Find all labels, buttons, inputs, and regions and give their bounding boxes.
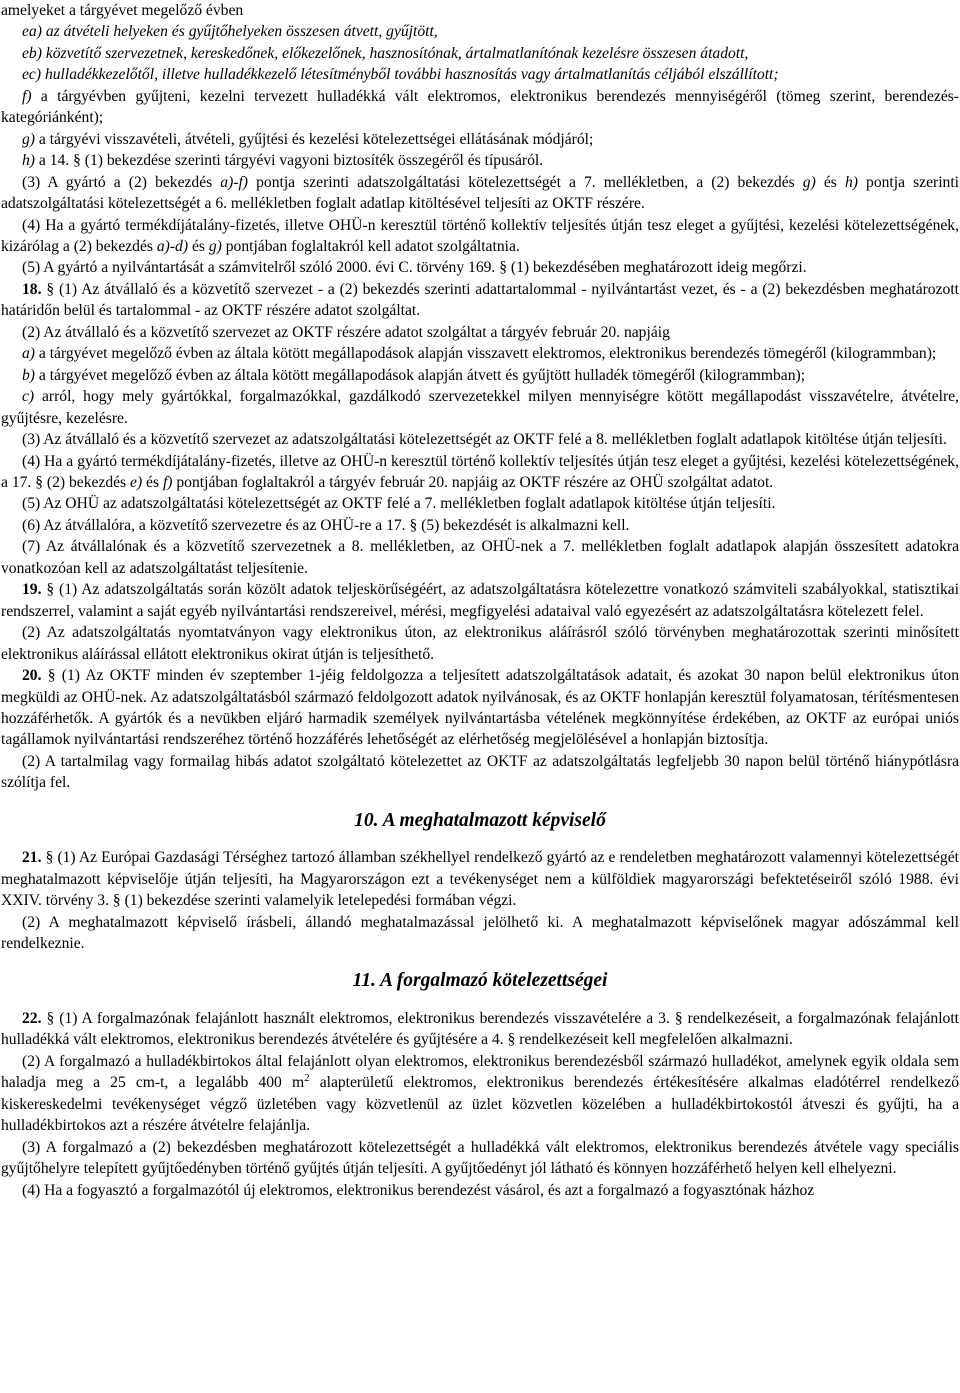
section-18-2b (1, 365, 959, 386)
item-ea (1, 21, 959, 42)
item-lead: h) (22, 152, 35, 170)
section-number: 20. (22, 667, 42, 685)
section-18-4 (1, 451, 959, 494)
text-run: és (815, 173, 845, 191)
text-run: pontja szerinti adatszolgáltatási kötelezettségét a 6. mellékletben foglalt adatlap kitöltésével teljesíti az OKTF részére. (1, 173, 959, 213)
intro-text: amelyeket a tárgyévet megelőző évben (1, 2, 244, 19)
item-text: a tárgyévi visszavételi, átvételi, gyűjtési és kezelési kötelezettségei ellátásának módjáról; (35, 130, 594, 148)
section-22-1 (1, 1008, 959, 1051)
section-21-2: (2) A meghatalmazott képviselő írásbeli, állandó meghatalmazással jelölhető ki. A meghatalmazott képviselőnek magyar adószámmal kell rendelkeznie. (1, 913, 959, 953)
section-number: 21. (22, 849, 42, 867)
item-text: a tárgyévet megelőző évben az általa kötött megállapodások alapján visszavett elektromos, elektronikus berendezés tömegéről (kilogrammban); (35, 345, 937, 363)
paragraph-intro (1, 0, 959, 21)
section-18-5: (5) Az OHÜ az adatszolgáltatási kötelezettségét az OKTF felé a 7. mellékletben foglalt adatlapok kitöltése útján teljesíti. (22, 495, 776, 513)
item-lead: eb) (22, 44, 42, 62)
paragraph-17-5: (5) A gyártó a nyilvántartását a számvitelről szóló 2000. évi C. törvény 169. § (1) bekezdésében meghatározott ideig megőrzi. (22, 259, 807, 277)
section-22-3: (3) A forgalmazó a (2) bekezdésben meghatározott kötelezettségét a hulladékká vált elektromos, elektronikus berendezés átvétele vagy speciális gyűjtőhelyre telepített gyűjtőedényben történő gyűjtés útján teljesíti. A gyűjtőedényt jól látható és könnyen hozzáférhető helyen kell elhelyezni. (1, 1138, 959, 1178)
section-number: 22. (22, 1009, 42, 1027)
spacer (1, 954, 959, 970)
item-text: hulladékkezelőtől, illetve hulladékkezelő létesítményből további hasznosítás vagy ártalmatlanítás céljából elszállított; (41, 66, 779, 84)
item-text: a tárgyévet megelőző évben az általa kötött megállapodások alapján átvett és gyűjtött hulladék tömegéről (kilogrammban); (35, 366, 806, 384)
spacer (1, 992, 959, 1008)
item-g (1, 129, 959, 150)
item-lead: g) (22, 130, 35, 148)
item-ec (1, 64, 959, 85)
text-run: (3) A gyártó a (2) bekezdés (22, 173, 221, 191)
item-lead: ea) (22, 23, 42, 41)
section-text: § (1) Az átvállaló és a közvetítő szervezet - a (2) bekezdés szerinti adattartalommal - nyilvántartást vezet, és - a (2) bekezdésben meghatározott határidőn belül és tartalommal - az OKTF részére adatot szolgáltat. (1, 280, 959, 320)
item-lead: f) (22, 87, 32, 105)
text-run: és (188, 237, 209, 255)
text-run: és (142, 473, 163, 491)
text-run: pontjában foglaltakról a tárgyév február 20. napjáig az OKTF részére az OHÜ szolgáltat adatot. (172, 473, 774, 491)
text-run: (4) Ha a gyártó termékdíjátalány-fizetés, illetve OHÜ-n keresztül történő kollektív teljesítés útján tesz eleget a gyűjtési, kezelési kötelezettségének, kizárólag a (2) bekezdés (1, 216, 959, 255)
section-19-1 (1, 579, 959, 622)
spacer (1, 831, 959, 847)
section-18-2c (1, 386, 959, 429)
text-run: pontja szerinti adatszolgáltatási kötelezettségét a 7. mellékletben, a (2) bekezdés (248, 173, 803, 191)
text-run: g) (208, 237, 222, 255)
section-text: § (1) A forgalmazónak felajánlott használt elektromos, elektronikus berendezés visszavételére a 3. § rendelkezéseit, a forgalmazónak felajánlott hulladékká vált elektromos, elektronikus berendezés átvételére és gyűjtésére a 4. § rendelkezéseit kell megfelelően alkalmazni. (1, 1009, 959, 1049)
section-text: § (1) Az OKTF minden év szeptember 1-jéig feldolgozza a teljesített adatszolgáltatások adatait, és azokat 30 napon belül elektronikus úton megküldi az OHÜ-nek. Az adatszolgáltatásból származó feldolgozott adatok nyilvánosak, és az OKTF honlapján keresztül folyamatosan, térítésmentesen hozzáférhetők. A gyártók és a nevükben eljáró harmadik személyek nyilvántartásba vételének megkönnyítése érdekében, az OKTF az európai uniós tagállamok nyilvántartási rendszeréhez történő hozzáférés lehetőségét az elérhetőség megjelölésével a honlapján biztosítja. (1, 667, 959, 749)
text-run: pontjában foglaltakról kell adatot szolgáltatnia. (221, 237, 520, 255)
item-h (1, 150, 959, 171)
section-number: 19. (22, 581, 42, 599)
section-21-1 (1, 847, 959, 911)
text-run: (2) A forgalmazó a hulladékbirtokos által felajánlott olyan elektromos, elektronikus berendezésből származó hulladékot, amelynek egyik oldala sem haladja meg a 25 cm-t, a legalább 400 m (1, 1052, 959, 1092)
item-f (1, 86, 959, 129)
text-run: (4) Ha a gyártó termékdíjátalány-fizetés, illetve az OHÜ-n keresztül történő kollektív teljesítés útján tesz eleget a gyűjtési, kezelési kötelezettségének, a 17. § (2) bekezdés (1, 452, 959, 491)
paragraph-17-4 (1, 215, 959, 258)
section-18-1 (1, 279, 959, 322)
section-18-2: (2) Az átvállaló és a közvetítő szervezet az OKTF részére adatot szolgáltat a tárgyév február 20. napjáig (22, 323, 670, 341)
section-number: 18. (22, 280, 42, 298)
text-run: g) (802, 173, 816, 191)
item-eb (1, 43, 959, 64)
text-run: alapterületű elektromos, elektronikus berendezés értékesítésére alkalmas eladótérrel rendelkező kiskereskedelmi tevékenységet végző üzletében vagy közvetlenül az üzlet közvetlen közelében a hulladékbirtokostól átveszi és gyűjti, ha a hulladékbirtokos azt a részére átvételre felajánlja. (1, 1074, 959, 1135)
item-lead: b) (22, 366, 35, 384)
chapter-heading-10: 10. A meghatalmazott képviselő (354, 809, 606, 831)
text-run: f) (162, 473, 173, 491)
item-text: közvetítő szervezetnek, kereskedőnek, előkezelőnek, hasznosítónak, ártalmatlanítónak kezelésre összesen átadott, (41, 44, 749, 62)
section-text: § (1) Az adatszolgáltatás során közölt adatok teljeskörűségéért, az adatszolgáltatásra kötelezettre vonatkozó számviteli szabályokkal, statisztikai rendszerrel, valamint a saját egyéb nyilvántartási rendszereivel, mérési, megfigyelési adataival való egyezésért az adatszolgáltatásra kötelezett felel. (1, 581, 959, 620)
section-20-2: (2) A tartalmilag vagy formailag hibás adatot szolgáltató kötelezettet az OKTF az adatszolgáltatás legfeljebb 30 napon belül történő hiánypótlásra szólítja fel. (1, 752, 959, 792)
item-text: a tárgyévben gyűjteni, kezelni tervezett hulladékká vált elektromos, elektronikus berendezés mennyiségéről (tömeg szerint, berendezés-kategóriánként); (1, 87, 959, 127)
item-text: arról, hogy mely gyártókkal, forgalmazókkal, gazdálkodó szervezetekkel milyen mennyiségre kötött megállapodást visszavételre, átvételre, gyűjtésre, kezelésre. (1, 388, 959, 427)
text-run: a)-d) (156, 237, 189, 255)
text-run: a)-f) (220, 173, 249, 191)
spacer (1, 794, 959, 810)
superscript: 2 (304, 1072, 310, 1085)
section-20-1 (1, 665, 959, 751)
section-18-3: (3) Az átvállaló és a közvetítő szervezet az adatszolgáltatási kötelezettségét az OKTF felé a 8. mellékletben foglalt adatlapok kitöltése útján teljesíti. (22, 431, 947, 449)
chapter-heading-11: 11. A forgalmazó kötelezettségei (352, 970, 608, 992)
item-lead: a) (22, 345, 35, 363)
item-lead: ec) (22, 66, 42, 84)
section-text: § (1) Az Európai Gazdasági Térséghez tartozó államban székhellyel rendelkező gyártó az e rendeletben meghatározott valamennyi kötelezettségét meghatalmazott képviselője útján teljesíti, ha Magyarországon ezt a tevékenységet nem a külföldiek magyarországi befektetéseiről szóló 1988. évi XXIV. törvény 3. § (1) bekezdése szerinti valamelyik letelepedési formában végzi. (1, 849, 959, 910)
section-19-2: (2) Az adatszolgáltatás nyomtatványon vagy elektronikus úton, az elektronikus aláírásról szóló törvényben meghatározottak szerinti minősített elektronikus aláírással ellátott elektronikus okirat útján is teljesíthető. (1, 624, 959, 663)
section-18-6: (6) Az átvállalóra, a közvetítő szervezetre és az OHÜ-re a 17. § (5) bekezdését is alkalmazni kell. (22, 516, 630, 534)
item-lead: c) (22, 388, 35, 406)
section-18-2a (1, 343, 959, 364)
item-text: az átvételi helyeken és gyűjtőhelyeken összesen átvett, gyűjtött, (41, 23, 438, 41)
text-run: e) (130, 473, 143, 491)
section-22-2 (1, 1051, 959, 1137)
item-text: a 14. § (1) bekezdése szerinti tárgyévi vagyoni biztosíték összegéről és típusáról. (35, 152, 544, 170)
section-18-7: (7) Az átvállalónak és a közvetítő szervezetnek a 8. mellékletben, az OHÜ-nek a 7. mellékletben foglalt adatlapok alapján összesített adatokra vonatkozóan kell az adatszolgáltatást teljesítenie. (1, 538, 959, 577)
paragraph-17-3 (1, 172, 959, 215)
text-run: h) (844, 173, 858, 191)
section-22-4: (4) Ha a fogyasztó a forgalmazótól új elektromos, elektronikus berendezést vásárol, és azt a forgalmazó a fogyasztónak házhoz (22, 1181, 815, 1199)
